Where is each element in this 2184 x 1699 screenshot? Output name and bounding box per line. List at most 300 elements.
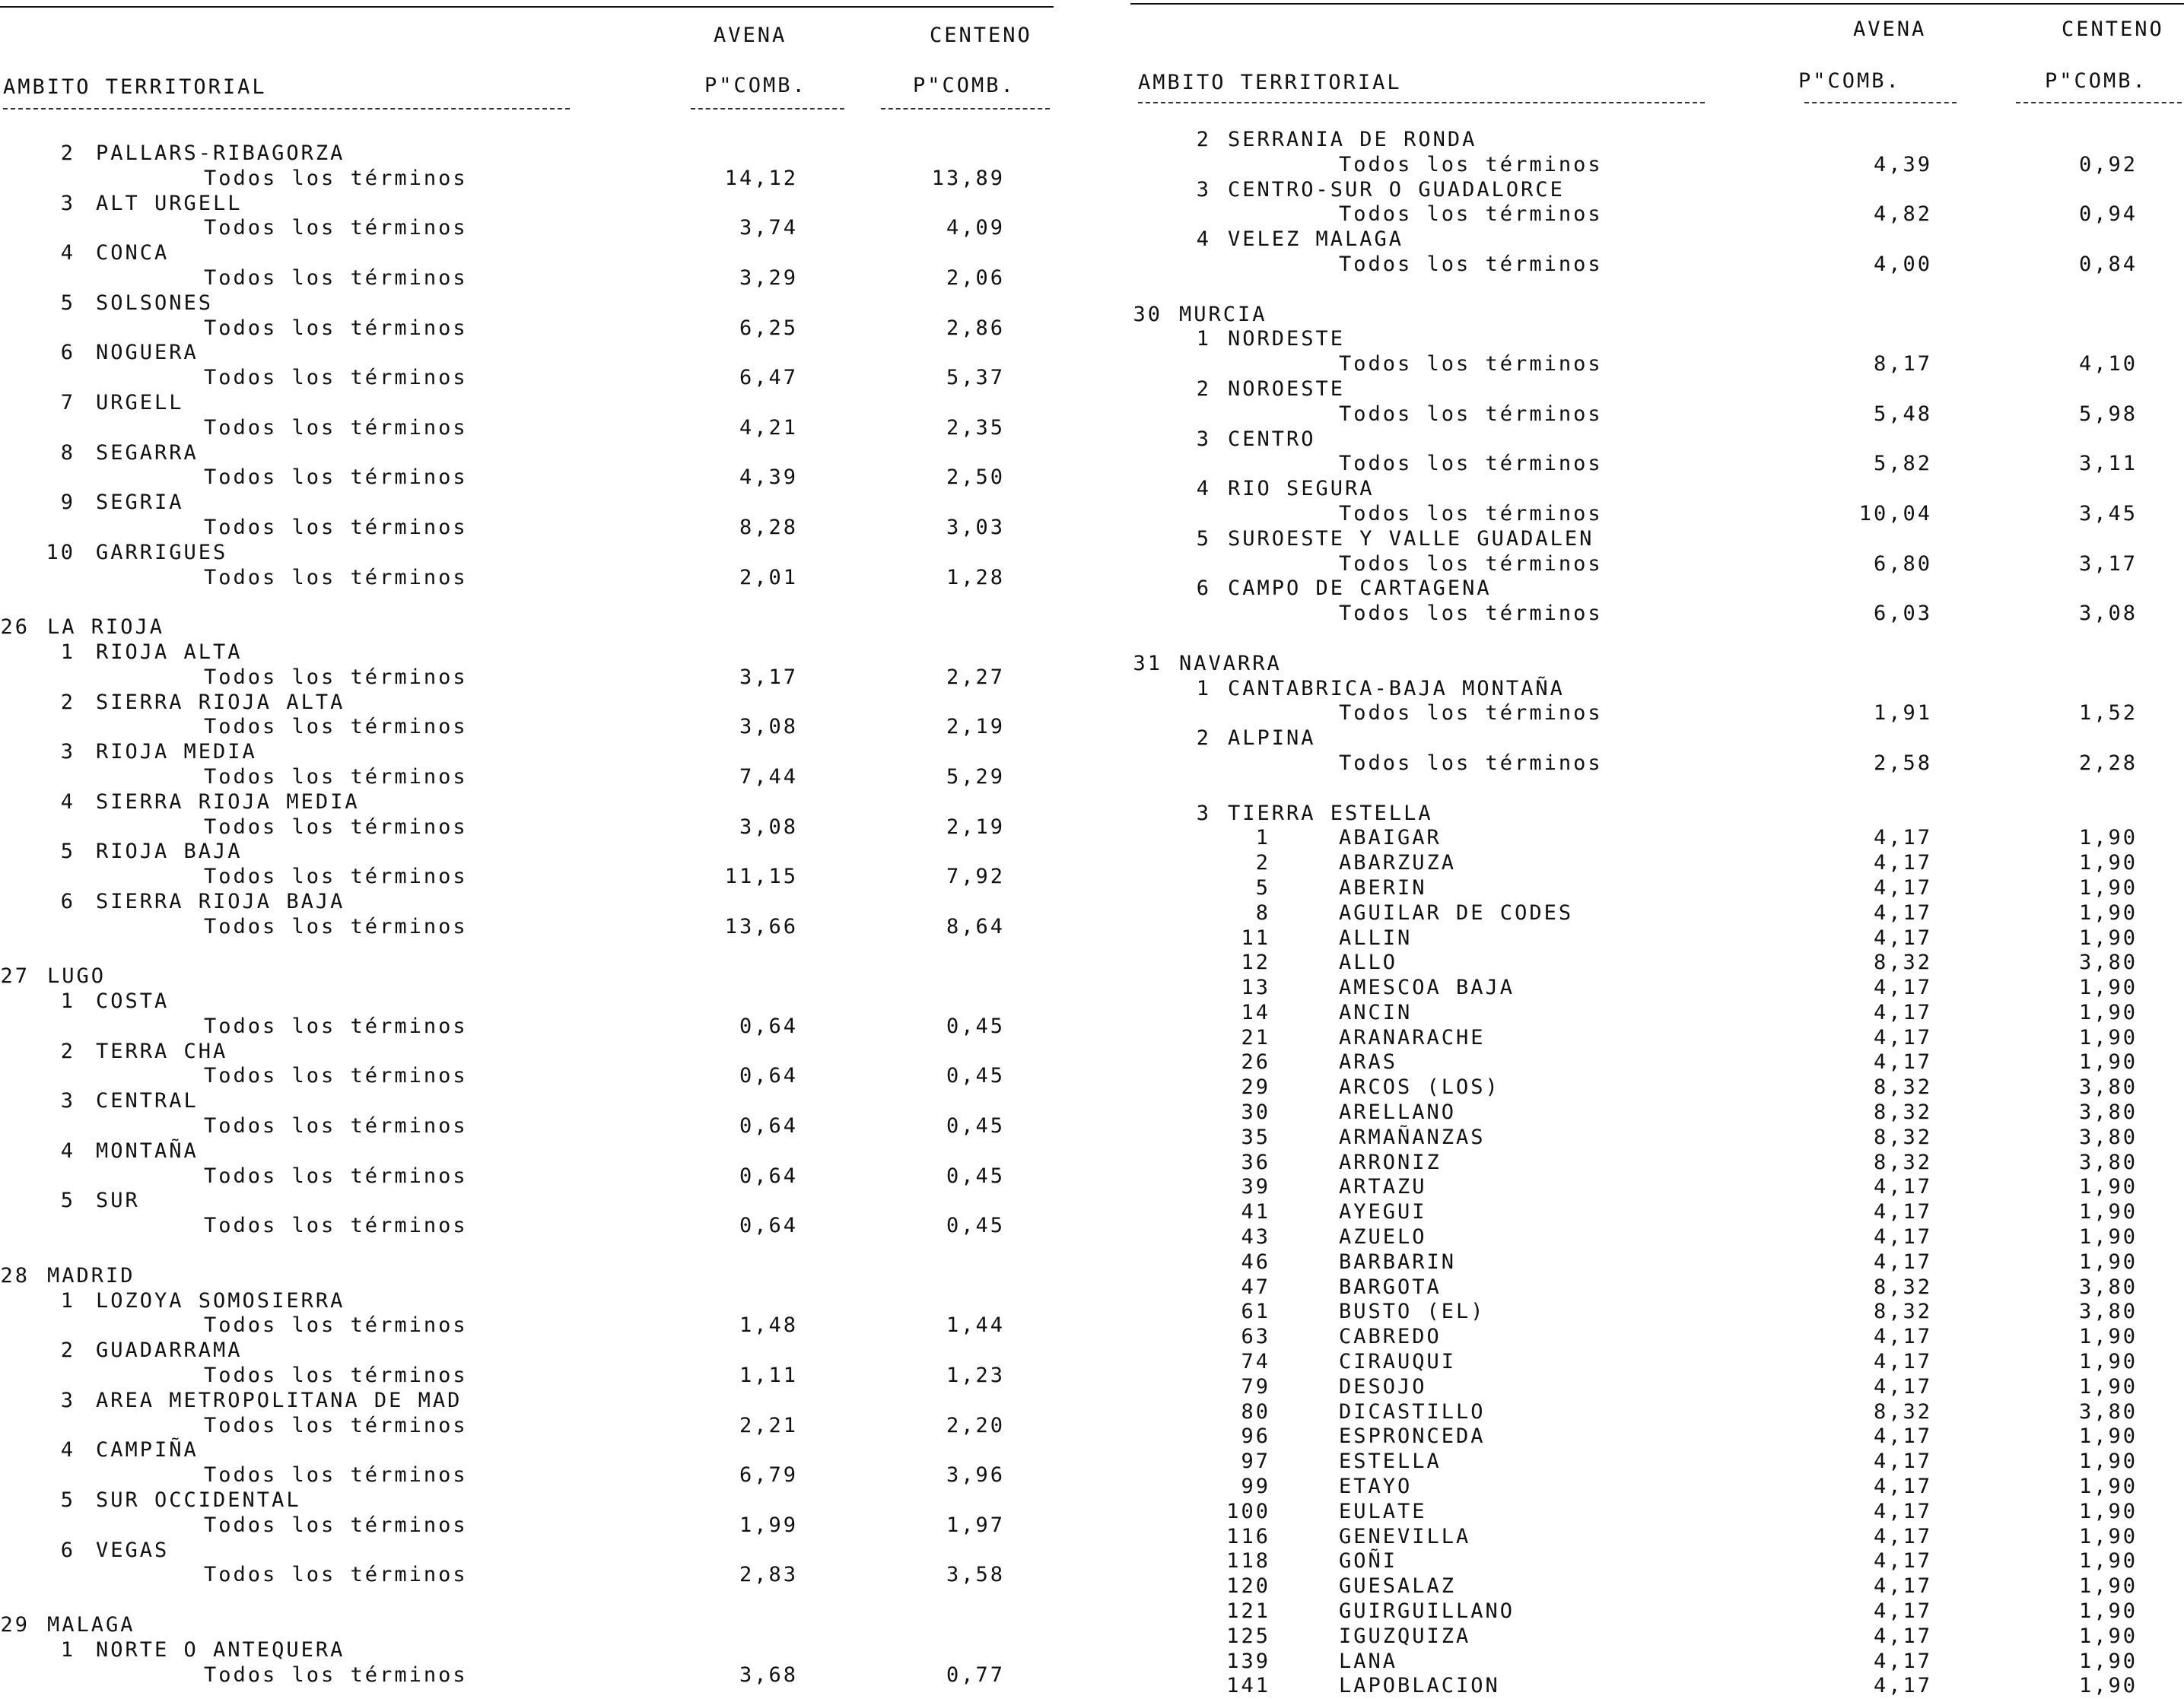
municipality-row <box>1126 876 2184 901</box>
centeno-value: 2,86 <box>946 316 1005 340</box>
avena-value: 1,48 <box>739 1313 798 1338</box>
centeno-value: 0,45 <box>946 1214 1005 1238</box>
centeno-value: 2,20 <box>946 1413 1005 1437</box>
spacer <box>1126 278 2184 303</box>
comarca-code: 5 <box>1196 526 1211 551</box>
municipality-row <box>1126 1275 2184 1300</box>
centeno-value: 5,37 <box>946 366 1005 390</box>
municipality-name: ARRONIZ <box>1339 1150 1442 1174</box>
province-name: MADRID <box>47 1263 135 1288</box>
all-terms-label: Todos los términos <box>204 1364 468 1388</box>
province-code: 27 <box>0 964 30 989</box>
all-terms-label: Todos los términos <box>1339 452 1603 476</box>
municipality-name: ABERIN <box>1339 875 1427 900</box>
comarca-code: 7 <box>60 390 75 414</box>
all-terms-label: Todos los términos <box>204 665 468 689</box>
province-name: MALAGA <box>47 1613 135 1637</box>
centeno-value: 1,90 <box>2078 1000 2138 1024</box>
municipality-code: 141 <box>1226 1674 1270 1698</box>
avena-value: 4,17 <box>1873 875 1932 900</box>
comarca-row <box>1126 427 2184 453</box>
avena-value: 3,08 <box>739 715 798 739</box>
top-rule <box>0 6 1054 8</box>
avena-value: 8,32 <box>1873 1125 1932 1149</box>
centeno-value: 0,77 <box>946 1662 1005 1687</box>
centeno-underline <box>881 108 1050 110</box>
municipality-name: ARCOS (LOS) <box>1339 1075 1500 1100</box>
avena-value: 8,17 <box>1873 352 1932 376</box>
all-terms-label: Todos los términos <box>1339 352 1603 376</box>
avena-value: 8,32 <box>1873 1100 1932 1125</box>
comarca-code: 10 <box>46 540 75 564</box>
comarca-row <box>0 491 1057 516</box>
comarca-code: 5 <box>60 840 75 864</box>
municipality-code: 121 <box>1226 1599 1270 1624</box>
municipality-code: 99 <box>1241 1475 1270 1499</box>
avena-value: 4,82 <box>1873 202 1932 227</box>
avena-value: 6,80 <box>1873 551 1932 576</box>
municipality-code: 1 <box>1255 826 1270 850</box>
comarca-code: 2 <box>1196 128 1211 151</box>
all-terms-label: Todos los términos <box>204 764 468 789</box>
comarca-name: VELEZ MALAGA <box>1228 227 1404 252</box>
total-row <box>1126 602 2184 627</box>
total-row <box>0 516 1057 541</box>
all-terms-label: Todos los términos <box>204 865 468 889</box>
centeno-value: 1,90 <box>2078 1025 2138 1050</box>
municipality-name: LAPOBLACION <box>1339 1674 1500 1698</box>
all-terms-label: Todos los términos <box>204 914 468 938</box>
comarca-code: 5 <box>60 1488 75 1513</box>
municipality-code: 5 <box>1255 875 1270 900</box>
comarca-row <box>0 1139 1057 1164</box>
left-table-body <box>0 141 1057 1688</box>
centeno-value: 2,27 <box>946 665 1005 689</box>
comarca-row <box>1126 377 2184 402</box>
centeno-value: 1,90 <box>2078 1250 2138 1274</box>
comarca-name: SIERRA RIOJA ALTA <box>96 690 345 714</box>
comarca-row <box>0 1339 1057 1364</box>
left-column <box>0 0 1057 1698</box>
municipality-row <box>1126 1450 2184 1475</box>
comarca-code: 4 <box>1196 477 1211 501</box>
municipality-code: 80 <box>1241 1399 1270 1424</box>
centeno-value: 1,90 <box>2078 976 2138 1000</box>
all-terms-label: Todos los términos <box>1339 701 1603 726</box>
province-row <box>0 1264 1057 1289</box>
centeno-value: 1,90 <box>2078 1200 2138 1224</box>
total-row <box>1126 552 2184 577</box>
comarca-code: 3 <box>60 740 75 764</box>
province-name: NAVARRA <box>1179 651 1282 675</box>
centeno-value: 1,90 <box>2078 1649 2138 1673</box>
comarca-code: 3 <box>60 1089 75 1113</box>
centeno-value: 1,90 <box>2078 1050 2138 1075</box>
total-row <box>0 266 1057 291</box>
centeno-value: 1,90 <box>2078 926 2138 950</box>
comarca-code: 4 <box>60 789 75 814</box>
municipality-row <box>1126 1650 2184 1675</box>
all-terms-label: Todos los términos <box>204 1014 468 1038</box>
municipality-name: ETAYO <box>1339 1475 1413 1499</box>
centeno-value: 0,45 <box>946 1014 1005 1038</box>
all-terms-label: Todos los términos <box>1339 252 1603 276</box>
comarca-name: SEGRIA <box>96 491 184 515</box>
total-row <box>0 1114 1057 1139</box>
centeno-value: 5,29 <box>946 764 1005 789</box>
centeno-underline <box>2016 102 2182 103</box>
centeno-value: 2,50 <box>946 465 1005 490</box>
avena-value: 6,47 <box>739 366 798 390</box>
municipality-name: CIRAUQUI <box>1339 1350 1457 1374</box>
total-row <box>0 915 1057 940</box>
comarca-row <box>0 691 1057 716</box>
comarca-name: RIOJA MEDIA <box>96 740 257 764</box>
province-code: 28 <box>0 1263 30 1288</box>
total-row <box>1126 502 2184 527</box>
header-avena: AVENA <box>714 24 787 47</box>
total-row <box>0 1015 1057 1040</box>
centeno-value: 3,80 <box>2078 1100 2138 1125</box>
comarca-code: 3 <box>1196 801 1211 825</box>
municipality-name: AZUELO <box>1339 1225 1427 1250</box>
municipality-code: 8 <box>1255 900 1270 925</box>
all-terms-label: Todos los términos <box>204 1114 468 1138</box>
centeno-value: 1,90 <box>2078 1599 2138 1624</box>
avena-value: 8,32 <box>1873 951 1932 975</box>
municipality-row <box>1126 1126 2184 1151</box>
municipality-row <box>1126 1475 2184 1500</box>
total-row <box>0 416 1057 441</box>
top-rule <box>1130 3 2184 5</box>
municipality-row <box>1126 951 2184 976</box>
total-row <box>0 1663 1057 1688</box>
header-avena-sub: P"COMB. <box>704 74 807 97</box>
all-terms-label: Todos los términos <box>204 415 468 440</box>
municipality-code: 21 <box>1241 1025 1270 1050</box>
municipality-name: ABAIGAR <box>1339 826 1442 850</box>
comarca-code: 9 <box>60 491 75 515</box>
all-terms-label: Todos los términos <box>204 1413 468 1437</box>
centeno-value: 3,80 <box>2078 1275 2138 1299</box>
centeno-value: 0,84 <box>2078 252 2138 276</box>
avena-value: 1,11 <box>739 1364 798 1388</box>
comarca-code: 2 <box>60 1339 75 1363</box>
avena-value: 4,00 <box>1873 252 1932 276</box>
comarca-row <box>0 1189 1057 1214</box>
centeno-value: 1,90 <box>2078 1424 2138 1449</box>
avena-value: 0,64 <box>739 1064 798 1088</box>
comarca-code: 5 <box>60 1189 75 1213</box>
municipality-row <box>1126 1300 2184 1325</box>
total-row <box>0 1214 1057 1239</box>
municipality-code: 47 <box>1241 1275 1270 1299</box>
municipality-code: 26 <box>1241 1050 1270 1075</box>
comarca-code: 2 <box>1196 726 1211 751</box>
spacer <box>0 1239 1057 1264</box>
avena-value: 4,17 <box>1873 1450 1932 1474</box>
centeno-value: 7,92 <box>946 865 1005 889</box>
comarca-name: CENTRO-SUR O GUADALORCE <box>1228 177 1565 202</box>
comarca-name: URGELL <box>96 390 184 414</box>
province-row <box>1126 303 2184 328</box>
centeno-value: 2,19 <box>946 715 1005 739</box>
avena-value: 8,32 <box>1873 1150 1932 1174</box>
comarca-row <box>0 1488 1057 1513</box>
municipality-name: ESPRONCEDA <box>1339 1424 1486 1449</box>
centeno-value: 1,90 <box>2078 1499 2138 1523</box>
avena-value: 2,83 <box>739 1563 798 1587</box>
centeno-value: 3,80 <box>2078 1300 2138 1324</box>
all-terms-label: Todos los términos <box>204 1164 468 1188</box>
avena-value: 4,17 <box>1873 1175 1932 1199</box>
comarca-row <box>0 1438 1057 1463</box>
comarca-name: PALLARS-RIBAGORZA <box>96 141 345 165</box>
comarca-name: LOZOYA SOMOSIERRA <box>96 1288 345 1313</box>
municipality-row <box>1126 851 2184 876</box>
comarca-row <box>0 790 1057 815</box>
header-centeno: CENTENO <box>2062 17 2164 41</box>
comarca-name: GARRIGUES <box>96 540 228 564</box>
comarca-code: 4 <box>1196 227 1211 252</box>
municipality-code: 63 <box>1241 1325 1270 1349</box>
municipality-code: 61 <box>1241 1300 1270 1324</box>
header-centeno-sub: P"COMB. <box>913 74 1016 97</box>
centeno-value: 1,90 <box>2078 851 2138 875</box>
avena-value: 6,25 <box>739 316 798 340</box>
comarca-name: SERRANIA DE RONDA <box>1228 128 1477 151</box>
comarca-row <box>0 1289 1057 1314</box>
total-row <box>0 1164 1057 1189</box>
centeno-value: 1,90 <box>2078 1674 2138 1698</box>
centeno-value: 3,58 <box>946 1563 1005 1587</box>
centeno-value: 5,98 <box>2078 402 2138 426</box>
avena-value: 8,32 <box>1873 1300 1932 1324</box>
total-row <box>0 1513 1057 1539</box>
header-centeno-sub: P"COMB. <box>2045 69 2147 93</box>
avena-underline <box>691 108 844 110</box>
header-centeno: CENTENO <box>930 24 1032 47</box>
total-row <box>0 366 1057 391</box>
municipality-name: ARMAÑANZAS <box>1339 1125 1486 1149</box>
municipality-name: ALLIN <box>1339 926 1413 950</box>
comarca-name: NORTE O ANTEQUERA <box>96 1637 345 1662</box>
avena-value: 3,68 <box>739 1662 798 1687</box>
comarca-code: 1 <box>60 989 75 1014</box>
municipality-row <box>1126 1549 2184 1574</box>
comarca-row <box>1126 726 2184 751</box>
municipality-row <box>1126 1400 2184 1425</box>
comarca-row <box>0 1089 1057 1114</box>
comarca-row <box>0 192 1057 217</box>
total-row <box>0 1563 1057 1588</box>
municipality-code: 2 <box>1255 851 1270 875</box>
comarca-name: MONTAÑA <box>96 1138 199 1163</box>
all-terms-label: Todos los términos <box>1339 402 1603 426</box>
municipality-row <box>1126 1375 2184 1400</box>
province-name: LUGO <box>47 964 106 989</box>
comarca-code: 3 <box>60 191 75 215</box>
comarca-row <box>0 1040 1057 1065</box>
header-ambito: AMBITO TERRITORIAL <box>1138 71 1402 94</box>
municipality-row <box>1126 976 2184 1001</box>
municipality-name: BARBARIN <box>1339 1250 1457 1274</box>
avena-value: 4,21 <box>739 415 798 440</box>
comarca-row <box>1126 802 2184 827</box>
comarca-name: TERRA CHA <box>96 1039 228 1063</box>
comarca-name: CANTABRICA-BAJA MONTAÑA <box>1228 676 1565 700</box>
municipality-row <box>1126 1175 2184 1200</box>
total-row <box>1126 202 2184 227</box>
centeno-value: 1,23 <box>946 1364 1005 1388</box>
province-row <box>1126 652 2184 677</box>
municipality-row <box>1126 1075 2184 1100</box>
comarca-row <box>0 291 1057 316</box>
comarca-code: 4 <box>60 1138 75 1163</box>
comarca-code: 6 <box>1196 576 1211 601</box>
comarca-row <box>0 989 1057 1015</box>
municipality-code: 39 <box>1241 1175 1270 1199</box>
all-terms-label: Todos los términos <box>1339 202 1603 227</box>
province-code: 31 <box>1133 651 1162 675</box>
comarca-name: CAMPIÑA <box>96 1438 199 1462</box>
centeno-value: 1,90 <box>2078 1574 2138 1599</box>
comarca-row <box>1126 128 2184 153</box>
all-terms-label: Todos los términos <box>204 1662 468 1687</box>
centeno-value: 0,92 <box>2078 152 2138 176</box>
avena-value: 0,64 <box>739 1114 798 1138</box>
comarca-code: 3 <box>1196 427 1211 451</box>
comarca-name: GUADARRAMA <box>96 1339 243 1363</box>
comarca-name: AREA METROPOLITANA DE MAD <box>96 1388 463 1412</box>
municipality-code: 11 <box>1241 926 1270 950</box>
comarca-row <box>1126 477 2184 502</box>
all-terms-label: Todos los términos <box>204 1463 468 1488</box>
comarca-code: 6 <box>60 1538 75 1562</box>
municipality-code: 100 <box>1226 1499 1270 1523</box>
all-terms-label: Todos los términos <box>204 1214 468 1238</box>
comarca-code: 8 <box>60 440 75 465</box>
comarca-name: CAMPO DE CARTAGENA <box>1228 576 1492 601</box>
municipality-name: LANA <box>1339 1649 1398 1673</box>
municipality-code: 125 <box>1226 1624 1270 1648</box>
comarca-row <box>1126 227 2184 252</box>
comarca-code: 2 <box>60 141 75 165</box>
centeno-value: 3,80 <box>2078 1125 2138 1149</box>
municipality-code: 79 <box>1241 1374 1270 1399</box>
centeno-value: 1,28 <box>946 565 1005 589</box>
centeno-value: 2,06 <box>946 265 1005 290</box>
comarca-code: 1 <box>1196 676 1211 700</box>
all-terms-label: Todos los términos <box>204 216 468 240</box>
province-row <box>0 1613 1057 1638</box>
comarca-row <box>1126 576 2184 602</box>
avena-value: 4,17 <box>1873 1025 1932 1050</box>
municipality-row <box>1126 1599 2184 1624</box>
comarca-name: ALT URGELL <box>96 191 243 215</box>
centeno-value: 1,90 <box>2078 1450 2138 1474</box>
avena-value: 4,17 <box>1873 926 1932 950</box>
avena-value: 2,01 <box>739 565 798 589</box>
centeno-value: 1,44 <box>946 1313 1005 1338</box>
comarca-code: 2 <box>60 1039 75 1063</box>
all-terms-label: Todos los términos <box>204 1064 468 1088</box>
avena-value: 0,64 <box>739 1014 798 1038</box>
comarca-name: SUR OCCIDENTAL <box>96 1488 301 1513</box>
comarca-code: 1 <box>60 1288 75 1313</box>
avena-value: 8,32 <box>1873 1075 1932 1100</box>
avena-value: 10,04 <box>1858 501 1932 526</box>
comarca-name: COSTA <box>96 989 170 1014</box>
avena-value: 4,17 <box>1873 851 1932 875</box>
centeno-value: 3,80 <box>2078 1150 2138 1174</box>
all-terms-label: Todos los términos <box>1339 751 1603 775</box>
comarca-row <box>0 141 1057 167</box>
centeno-value: 3,08 <box>2078 602 2138 626</box>
municipality-name: DESOJO <box>1339 1374 1427 1399</box>
comarca-name: NORDESTE <box>1228 327 1346 351</box>
centeno-value: 0,94 <box>2078 202 2138 227</box>
avena-value: 4,17 <box>1873 1424 1932 1449</box>
comarca-name: CENTRO <box>1228 427 1316 451</box>
centeno-value: 1,90 <box>2078 1524 2138 1548</box>
centeno-value: 4,10 <box>2078 352 2138 376</box>
municipality-code: 116 <box>1226 1524 1270 1548</box>
comarca-row <box>1126 178 2184 203</box>
spacer <box>1126 776 2184 802</box>
avena-value: 4,17 <box>1873 976 1932 1000</box>
avena-value: 6,03 <box>1873 602 1932 626</box>
avena-value: 4,17 <box>1873 1649 1932 1673</box>
municipality-row <box>1126 901 2184 926</box>
municipality-name: EULATE <box>1339 1499 1427 1523</box>
avena-value: 3,29 <box>739 265 798 290</box>
avena-value: 4,17 <box>1873 1599 1932 1624</box>
comarca-row <box>0 740 1057 765</box>
comarca-code: 1 <box>60 640 75 664</box>
all-terms-label: Todos los términos <box>204 715 468 739</box>
total-row <box>0 765 1057 790</box>
avena-value: 4,17 <box>1873 1674 1932 1698</box>
spacer <box>0 1588 1057 1613</box>
municipality-code: 74 <box>1241 1350 1270 1374</box>
municipality-name: ARELLANO <box>1339 1100 1457 1125</box>
province-code: 30 <box>1133 302 1162 326</box>
municipality-row <box>1126 1050 2184 1075</box>
comarca-code: 2 <box>60 690 75 714</box>
municipality-row <box>1126 1026 2184 1051</box>
avena-value: 2,58 <box>1873 751 1932 775</box>
centeno-value: 1,90 <box>2078 875 2138 900</box>
total-row <box>0 1313 1057 1339</box>
avena-value: 0,64 <box>739 1214 798 1238</box>
comarca-row <box>0 441 1057 466</box>
all-terms-label: Todos los términos <box>204 1563 468 1587</box>
total-row <box>1126 153 2184 178</box>
centeno-value: 1,90 <box>2078 1325 2138 1349</box>
comarca-row <box>0 640 1057 665</box>
ambito-underline <box>1138 102 1705 103</box>
avena-value: 4,17 <box>1873 1250 1932 1274</box>
comarca-code: 4 <box>60 241 75 265</box>
province-row <box>0 964 1057 989</box>
centeno-value: 1,90 <box>2078 900 2138 925</box>
centeno-value: 1,90 <box>2078 1350 2138 1374</box>
municipality-row <box>1126 1151 2184 1176</box>
comarca-row <box>0 1389 1057 1414</box>
total-row <box>0 1414 1057 1439</box>
municipality-row <box>1126 1250 2184 1275</box>
